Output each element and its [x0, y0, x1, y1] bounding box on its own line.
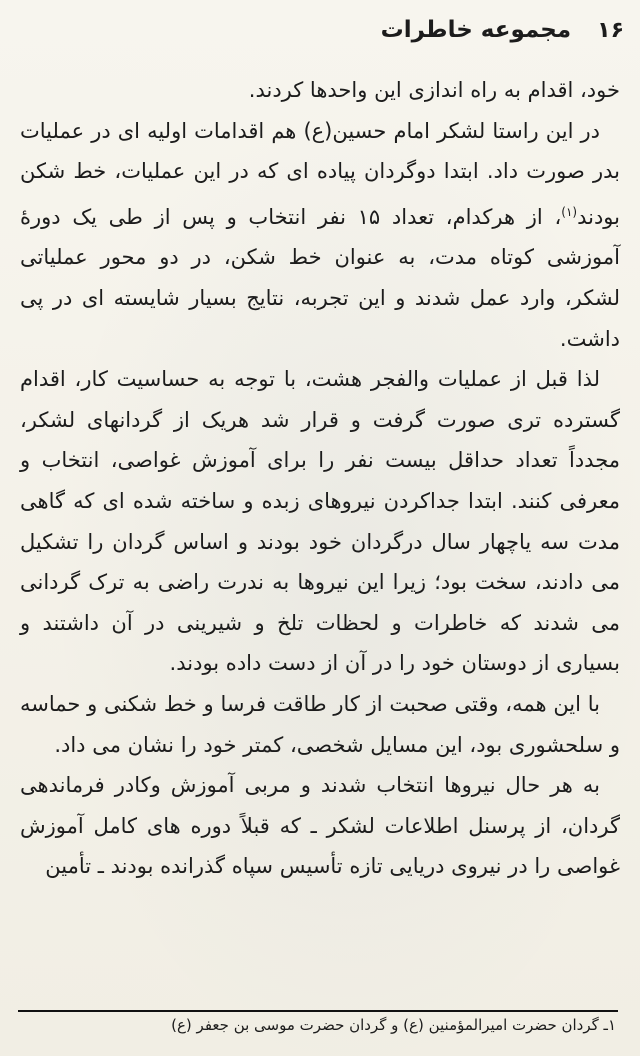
paragraph-2-part-b: ، از هرکدام، تعداد ۱۵ نفر انتخاب و پس از طی یک دورهٔ آموزشی کوتاه مدت، به عنوان خط شکن، در دو محور عملیاتی لشکر، وارد عمل شدند و این تجربه، نتایج بسیار شایسته ای در پی داشت.: [20, 204, 620, 351]
page-header: [24, 10, 624, 50]
footnote-divider: [18, 1010, 618, 1012]
footnote: ۱ـ گردان حضرت امیرالمؤمنین (ع) و گردان حضرت موسی بن جعفر (ع): [171, 1016, 616, 1034]
paragraph-1: خود، اقدام به راه اندازی این واحدها کردند.: [248, 78, 620, 102]
page-number: ۱۶: [597, 17, 624, 43]
paragraph-4: با این همه، وقتی صحبت از کار طاقت فرسا و خط شکنی و حماسه و سلحشوری بود، این مسایل شخصی، کمتر خود را نشان می داد.: [20, 691, 620, 757]
paragraph-2: [20, 111, 620, 360]
paragraph-3: لذا قبل از عملیات والفجر هشت، با توجه به حساسیت کار، اقدام گسترده تری صورت گرفت و قرار شد هریک از گردانهای لشکر، مجدداً تعداد حداقل بیست نفر را برای آموزش غواصی، انتخاب و معرفی کنند. ابتدا جداکردن نیروهای زبده و ساخته شده ای که گاهی مدت سه یاچهار سال درگردان خود بودند و اساس گردان را تشکیل می دادند، سخت بود؛ زیرا این نیروها به ندرت راضی به ترک گردانی می شدند که خاطرات و لحظات تلخ و شیرینی در آن داشتند و بسیاری از دوستان خود را در آن از دست داده بودند.: [20, 367, 620, 676]
body-text: [20, 70, 620, 887]
footnote-reference: (۱): [561, 204, 578, 219]
paragraph-5: به هر حال نیروها انتخاب شدند و مربی آموزش وکادر فرماندهی گردان، از پرسنل اطلاعات لشکر ـ که قبلاً دوره های کامل آموزش غواصی را در نیروی دریایی تازه تأسیس سپاه گذرانده بودند ـ تأمین: [20, 773, 620, 879]
paragraph-2-part-a: در این راستا لشکر امام حسین(ع) هم اقدامات اولیه ای در عملیات بدر صورت داد. ابتدا دوگردان پیاده ای که در این عملیات، خط شکن بودند: [20, 118, 620, 229]
running-title: مجموعه خاطرات: [380, 17, 572, 43]
